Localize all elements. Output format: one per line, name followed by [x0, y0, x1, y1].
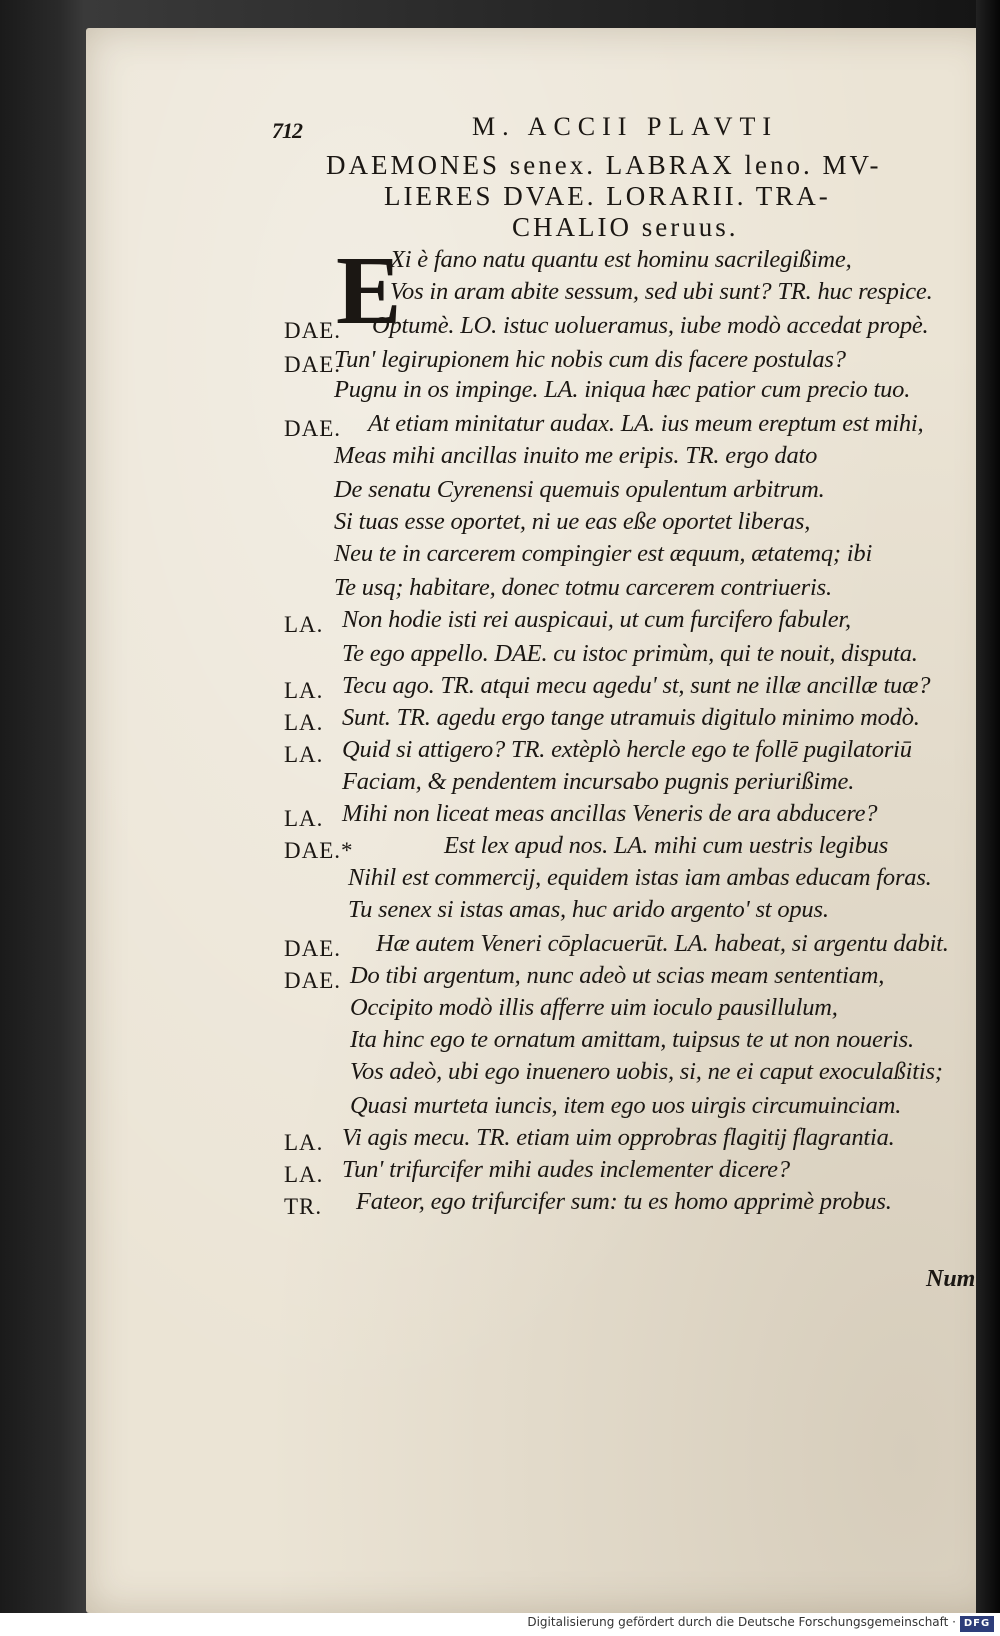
- speaker-label: LA.: [284, 710, 324, 735]
- verse-line: Vos adeò, ubi ego inuenero uobis, si, ne ei caput exoculaßitis;: [350, 1058, 943, 1085]
- speaker-label: LA.: [284, 678, 324, 703]
- running-head: M. ACCII PLAVTI: [472, 112, 779, 141]
- speaker-label: LA.: [284, 1162, 324, 1187]
- verse-line: Tu senex si istas amas, huc arido argento' st opus.: [348, 896, 829, 923]
- verse-line: De senatu Cyrenensi quemuis opulentum arbitrum.: [334, 476, 825, 503]
- verse-line: Fateor, ego trifurcifer sum: tu es homo apprimè probus.: [356, 1188, 892, 1215]
- speaker-label: DAE.: [284, 318, 342, 343]
- verse-line: Hæ autem Veneri cōplacuerūt. LA. habeat, si argentu dabit.: [376, 930, 949, 957]
- verse-line: Quasi murteta iuncis, item ego uos uirgis circumuinciam.: [350, 1092, 902, 1119]
- verse-line: Tun' trifurcifer mihi audes inclementer dicere?: [342, 1156, 790, 1183]
- verse-line: Te usq; habitare, donec totmu carcerem contriueris.: [334, 574, 832, 601]
- verse-line: Tecu ago. TR. atqui mecu agedu' st, sunt ne illæ ancillæ tuæ?: [342, 672, 931, 699]
- speaker-label: LA.: [284, 742, 324, 767]
- verse-line: Optumè. LO. istuc uolueramus, iube modò accedat propè.: [372, 312, 929, 339]
- verse-line: Pugnu in os impinge. LA. iniqua hæc patior cum precio tuo.: [334, 376, 911, 403]
- footer-credit: Digitalisierung gefördert durch die Deutsche Forschungsgemeinschaft ·: [527, 1615, 956, 1629]
- speaker-label: DAE.*: [284, 838, 354, 863]
- verse-line: Ita hinc ego te ornatum amittam, tuipsus te ut non noueris.: [350, 1026, 914, 1053]
- verse-line: Vi agis mecu. TR. etiam uim opprobras flagitij flagrantia.: [342, 1124, 895, 1151]
- speaker-label: DAE.: [284, 936, 342, 961]
- speaker-label: TR.: [284, 1194, 323, 1219]
- verse-line: Faciam, & pendentem incursabo pugnis periurißime.: [342, 768, 855, 795]
- verse-line: Occipito modò illis afferre uim ioculo pausillulum,: [350, 994, 838, 1021]
- verse-line: Xi è fano natu quantu est hominu sacrilegißime,: [390, 246, 852, 273]
- drop-cap: E: [336, 237, 402, 345]
- speaker-label: LA.: [284, 612, 324, 637]
- speaker-label: DAE.: [284, 968, 342, 993]
- page-number: 712: [272, 118, 302, 143]
- verse-line: Nihil est commercij, equidem istas iam ambas educam foras.: [348, 864, 932, 891]
- verse-line: Mihi non liceat meas ancillas Veneris de ara abducere?: [342, 800, 878, 827]
- verse-line: Tun' legirupionem hic nobis cum dis facere postulas?: [334, 346, 846, 373]
- dfg-logo-icon: DFG: [960, 1616, 994, 1632]
- cast-line-2: LIERES DVAE. LORARII. TRA-: [384, 181, 831, 211]
- verse-line: Sunt. TR. agedu ergo tange utramuis digitulo minimo modò.: [342, 704, 920, 731]
- verse-line: Vos in aram abite sessum, sed ubi sunt? TR. huc respice.: [390, 278, 933, 305]
- speaker-label: LA.: [284, 1130, 324, 1155]
- speaker-label: LA.: [284, 806, 324, 831]
- cast-line-3: CHALIO seruus.: [512, 212, 739, 242]
- verse-line: Meas mihi ancillas inuito me eripis. TR. ergo dato: [334, 442, 818, 469]
- verse-line: Neu te in carcerem compingier est æquum, ætatemq; ibi: [334, 540, 873, 567]
- cast-line-1: DAEMONES senex. LABRAX leno. MV-: [326, 150, 882, 180]
- verse-line: Do tibi argentum, nunc adeò ut scias meam sententiam,: [350, 962, 885, 989]
- speaker-label: DAE.: [284, 352, 342, 377]
- verse-line: Te ego appello. DAE. cu istoc primùm, qui te nouit, disputa.: [342, 640, 918, 667]
- verse-line: At etiam minitatur audax. LA. ius meum ereptum est mihi,: [368, 410, 924, 437]
- catchword: Num: [926, 1266, 976, 1292]
- verse-line: Si tuas esse oportet, ni ue eas eße oportet liberas,: [334, 508, 811, 535]
- speaker-label: DAE.: [284, 416, 342, 441]
- digitization-footer: [0, 1613, 1000, 1636]
- adjacent-page-edge: [976, 0, 1000, 1636]
- verse-line: Est lex apud nos. LA. mihi cum uestris legibus: [444, 832, 889, 859]
- verse-line: Non hodie isti rei auspicaui, ut cum furcifero fabuler,: [342, 606, 851, 633]
- verse-line: Quid si attigero? TR. extèplò hercle ego te follē pugilatoriū: [342, 736, 912, 763]
